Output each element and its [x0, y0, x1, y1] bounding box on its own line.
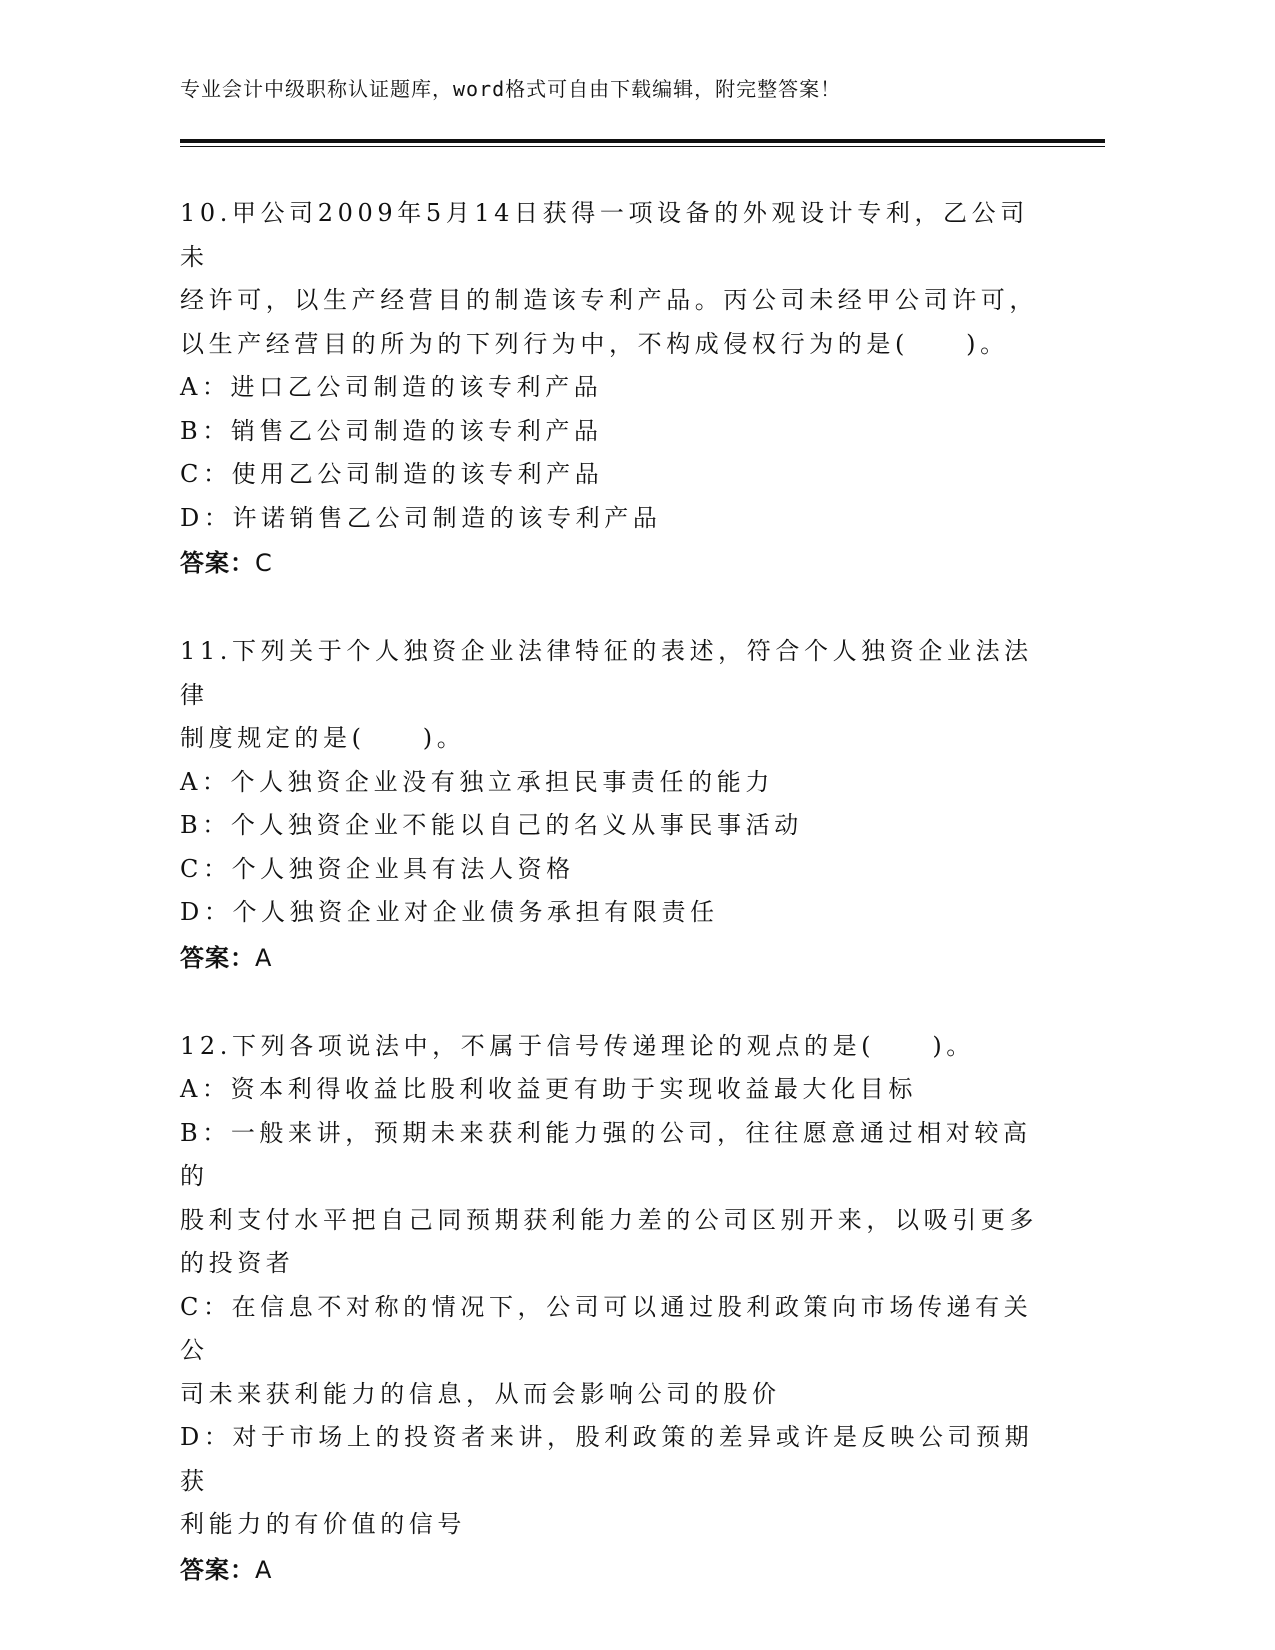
- question-text-line: 经许可，以生产经营目的制造该专利产品。丙公司未经甲公司许可，: [180, 286, 1038, 314]
- question-item: [180, 1025, 1040, 1593]
- question-item: [180, 630, 1040, 981]
- answer-option-line: B：一般来讲，预期未来获利能力强的公司，往往愿意通过相对较高的: [180, 1118, 1032, 1190]
- header-rule-thick: [180, 139, 1105, 143]
- question-text-line: 12.下列各项说法中，不属于信号传递理论的观点的是( )。: [180, 1031, 975, 1060]
- answer-option-line: D：对于市场上的投资者来讲，股利政策的差异或许是反映公司预期获: [180, 1423, 1034, 1495]
- question-list: [180, 192, 1040, 1637]
- answer-line: [180, 935, 1040, 981]
- answer-line: [180, 1547, 1040, 1593]
- answer-option-line: B：个人独资企业不能以自己的名义从事民事活动: [180, 811, 803, 839]
- question-text-line: 10.甲公司2009年5月14日获得一项设备的外观设计专利，乙公司未: [180, 199, 1029, 271]
- answer-label: 答案：: [180, 943, 255, 972]
- answer-option-line: A：个人独资企业没有独立承担民事责任的能力: [180, 767, 774, 796]
- answer-option-line: B：销售乙公司制造的该专利产品: [180, 416, 603, 445]
- answer-option-line: A：进口乙公司制造的该专利产品: [180, 373, 603, 401]
- answer-option-line: 的投资者: [180, 1249, 295, 1277]
- answer-option-line: D：许诺销售乙公司制造的该专利产品: [180, 503, 662, 532]
- header-rule-thin: [180, 146, 1105, 147]
- answer-option-line: C：使用乙公司制造的该专利产品: [180, 460, 604, 488]
- answer-option-line: 股利支付水平把自己同预期获利能力差的公司区别开来，以吸引更多: [180, 1205, 1038, 1234]
- answer-label: 答案：: [180, 1555, 255, 1584]
- answer-option-line: C：个人独资企业具有法人资格: [180, 854, 575, 883]
- answer-label: 答案：: [180, 549, 255, 577]
- question-text-line: 11.下列关于个人独资企业法律特征的表述，符合个人独资企业法法律: [180, 637, 1033, 709]
- question-item: [180, 192, 1040, 586]
- question-text-line: 制度规定的是( )。: [180, 724, 466, 752]
- answer-line: [180, 540, 1040, 586]
- answer-option-line: A：资本利得收益比股利收益更有助于实现收益最大化目标: [180, 1075, 917, 1103]
- page-header: 专业会计中级职称认证题库，word格式可自由下载编辑，附完整答案！: [180, 77, 842, 101]
- answer-option-line: C：在信息不对称的情况下，公司可以通过股利政策向市场传递有关公: [180, 1292, 1033, 1364]
- answer-value: A: [255, 1555, 273, 1584]
- answer-option-line: 利能力的有价值的信号: [180, 1510, 466, 1538]
- answer-option-line: D：个人独资企业对企业债务承担有限责任: [180, 898, 719, 926]
- answer-value: C: [255, 549, 273, 577]
- question-text-line: 以生产经营目的所为的下列行为中，不构成侵权行为的是( )。: [180, 329, 1009, 358]
- answer-value: A: [255, 943, 273, 972]
- answer-option-line: 司未来获利能力的信息，从而会影响公司的股价: [180, 1379, 781, 1408]
